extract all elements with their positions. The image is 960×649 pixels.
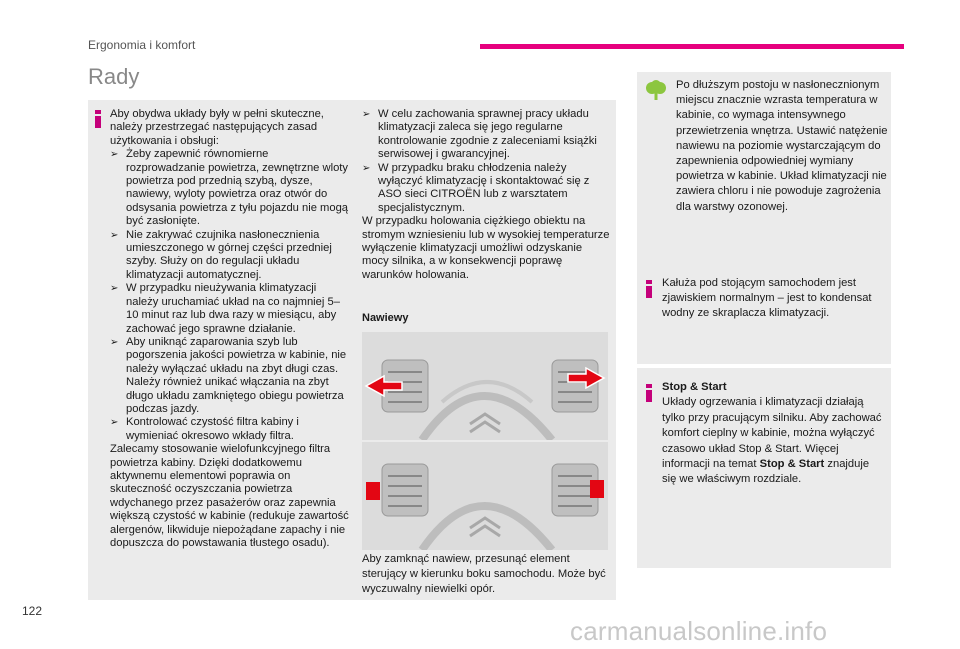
towing-text: W przypadku holowania ciężkiego obiektu na stromym wzniesieniu lub w wysokiej temperaturze wyłączenie klimatyzacji umożliwi odzyskanie mocy silnika, a w konsekwencji poprawę warunków holowania. — [362, 215, 610, 281]
list-item: ➢ Kontrolować czystość filtra kabiny i wymieniać okresowo wkłady filtra. — [110, 416, 299, 442]
intro-text: Aby obydwa układy były w pełni skuteczne, należy przestrzegać następujących zasad użytkowania i obsługi: — [110, 108, 324, 147]
eco-tree-icon — [645, 80, 667, 102]
stop-start-text: Stop & Start Układy ogrzewania i klimatyzacji działają tylko przy pracującym silniku. Aby zachować komfort cieplny w kabinie, można wyłączyć czasowo układ Stop & Start. Więcej informacji na temat Stop & Start znajduje się we właściwym rozdziale. — [662, 381, 882, 486]
list-item: ➢ W celu zachowania sprawnej pracy układu klimatyzacji zaleca się jego regularne kontrolowanie zgodnie z zaleceniami książki serwisowej i gwarancyjnej. — [362, 108, 597, 161]
condensation-text: Kałuża pod stojącym samochodem jest zjawiskiem normalnym – jest to kondensat wodny ze skraplacza klimatyzacji. — [662, 277, 872, 320]
page-number: 122 — [22, 604, 43, 618]
vents-caption: Aby zamknąć nawiew, przesunąć element sterujący w kierunku boku samochodu. Może być wyczuwalny niewielki opór. — [362, 553, 606, 595]
left-column — [110, 108, 350, 550]
middle-column — [362, 108, 610, 282]
list-item: ➢ Żeby zapewnić równomierne rozprowadzanie powietrza, zewnętrzne wloty powietrza pod przednią szybą, dysze, nawiewy, wyloty powietrza oraz otwór do odsysania powietrza z tyłu pojazdu nie mogą być zasłonięte. — [110, 148, 349, 228]
list-item: ➢ W przypadku nieużywania klimatyzacji należy uruchamiać układ na co najmniej 5–10 minut raz lub dwa razy w miesiącu, aby zachować jego sprawne działanie. — [110, 282, 340, 335]
vents-heading: Nawiewy — [362, 312, 409, 324]
info-icon — [646, 384, 652, 402]
stop-start-heading: Stop & Start — [662, 381, 727, 393]
vents-illustration-closed — [362, 442, 608, 550]
header-accent-bar — [480, 44, 904, 49]
list-item: ➢ Nie zakrywać czujnika nasłonecznienia umieszczonego w górnej części przedniej szyby. Służy on do regulacji układu klimatyzacji automatycznej. — [110, 228, 332, 281]
watermark: carmanualsonline.info — [570, 616, 828, 646]
list-item: ➢ W przypadku braku chłodzenia należy wyłączyć klimatyzację i skontaktować się z ASO sieci CITROËN lub z warsztatem specjalistycznym. — [362, 161, 590, 214]
vents-illustration-open — [362, 332, 608, 440]
info-icon — [646, 280, 652, 298]
info-icon — [95, 110, 101, 128]
outro-text: Zalecamy stosowanie wielofunkcyjnego filtra powietrza kabiny. Dzięki dodatkowemu aktywnemu elementowi poprawia on skuteczność oczyszczania powietrza wdychanego przez pasażerów oraz zapewnia większą czystość w kabinie (redukuje zawartość alergenów, likwiduje niepożądane zapachy i nie dopuszcza do powstawania tłustego osadu). — [110, 443, 349, 549]
page-title: Rady — [88, 64, 140, 89]
section-label: Ergonomia i komfort — [88, 38, 196, 52]
eco-tip-text: Po dłuższym postoju w nasłonecznionym miejscu znacznie wzrasta temperatura w kabinie, co wymaga intensywnego przewietrzenia wnętrza. Ustawić natężenie nawiewu na poziomie wystarczającym do zapewnienia odpowiedniej wymiany powietrza w kabinie. Układ klimatyzacji nie zawiera chloru i nie powoduje zagrożenia dla warstwy ozonowej. — [676, 79, 888, 213]
list-item: ➢ Aby uniknąć zaparowania szyb lub pogorszenia jakości powietrza w kabinie, nie należy wyłączać układu na zbyt długi czas. Należy również unikać włączania na zbyt długo układu zamkniętego obiegu powietrza podczas jazdy. — [110, 335, 347, 415]
